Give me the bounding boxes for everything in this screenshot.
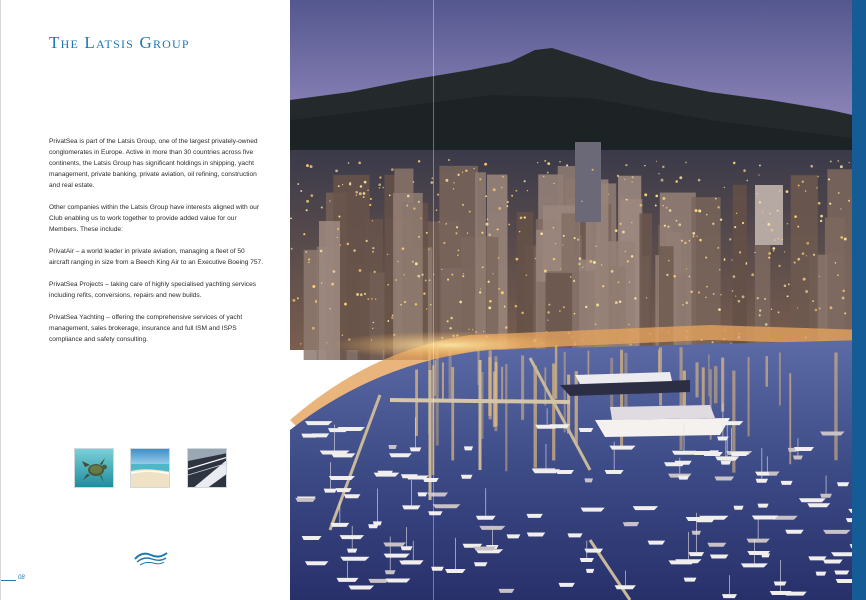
left-page [0,0,290,600]
paragraph-intro: PrivatSea is part of the Latsis Group, one of the largest privately-owned conglomerates in Europe. Active in more than 30 countries across five continents, the Latsis Group has significant holdings in shipping, yacht management, private banking, private aviation, oil refining, construction and real estate. [49,138,258,189]
thumbnail-beach [130,448,170,488]
paragraph-privatair: PrivatAir – a world leader in private aviation, managing a fleet of 50 aircraft ranging in size from a Beech King Air to an Executive Boeing 757. [49,248,264,266]
paragraph-projects: PrivatSea Projects – taking care of highly specialised yachting services including refits, conversions, repairs and new builds. [49,281,257,299]
thumbnail-sea-turtle [74,448,114,488]
monaco-harbour-photo [290,0,866,600]
body-text [49,136,264,356]
page-number: 08 [18,575,25,581]
paragraph-companies: Other companies within the Latsis Group have interests aligned with our Club enabling us to work together to provide added value for our Members. These include: [49,204,260,233]
paragraph-yachting: PrivatSea Yachting – offering the comprehensive services of yacht management, sales brokerage, insurance and full ISM and ISPS compliance and safety consulting. [49,314,243,343]
spread-gutter [433,0,434,600]
wave-logo-icon [133,549,169,567]
page-edge-band [852,0,866,600]
page-title: The Latsis Group [49,33,190,52]
thumbnail-yacht-deck [187,448,227,488]
folio-rule [1,580,16,581]
